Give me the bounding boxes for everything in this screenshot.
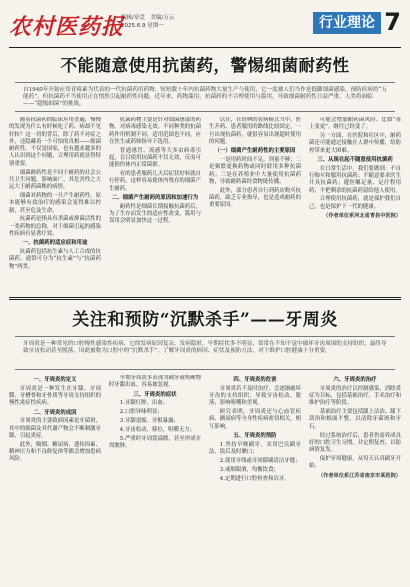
paragraph: 可能会增加耐药菌风险。比如“毒上变更”。继往已经变了。: [309, 117, 401, 131]
section-subhead: 六、牙周炎的治疗: [333, 377, 377, 383]
article2-column-1: [9, 375, 101, 571]
section-subhead: 一、牙周炎的定义: [33, 377, 77, 383]
paragraph: 抗菌药是指具有杀菌或抑菌活性的一类药物的总称，对于细菌引起的感染性疾病有显著疗效。: [9, 216, 101, 237]
masthead: [9, 6, 401, 48]
paragraph: 保护牙周健康，从每天认真刷牙开始。: [309, 455, 401, 470]
article2-headline: 关注和预防“沉默杀手”——牙周炎: [72, 310, 338, 330]
issue-info: [121, 14, 174, 30]
section-subhead: 一、抗菌药的适应症和用途: [22, 240, 88, 247]
paragraph: 早期牙周炎多表现为刷牙或咬硬物时牙龈出血，容易被忽视。: [109, 375, 201, 389]
article1-headline: 不能随意使用抗菌药，警惕细菌耐药性: [60, 56, 350, 75]
paragraph: 牙周炎的治疗以控制感染、消除炎症为目标，包括基础治疗、手术治疗和维护治疗等阶段。: [309, 385, 401, 407]
paragraph: 普通感冒、流感等大多由病毒引起，盲目使用抗菌药不仅无效，反而可能损伤体内正常菌群。: [109, 147, 201, 169]
paragraph: 随着抗菌药的临床应用普遍，慢慢的发现为什么有时候吃了药、病却不见好转？这一切的背后，除了药不对症之外，还隐藏着一个可怕的真相——细菌耐药性。不仅是国家，也有越来越多的人认识到这个问题，合理用药就显得特别重要。: [9, 117, 101, 167]
article1-abstract: 自1940年开始应用青霉素为代表的一代抗菌药用药物，短短数十年内抗菌药物大量生产与使用，它一度被人们当作是抵御细菌感染、预防疾病的“万能药”，但抗菌药不当使用正在悄然引起耐药性问题。近年来，药物滥用，抗菌药的不合理使用与滥用，导致细菌耐药性日益严重，人类将面临——“超级细菌”的挑战。: [15, 82, 395, 112]
paragraph: 牙周炎若不及时治疗，会逐渐破坏牙齿的支持组织，导致牙齿松动、脱落，影响咀嚼和美观。: [209, 385, 301, 407]
paragraph: 此外，吸烟、糖尿病、遗传因素、精神压力和不良修复体等都会增加患病风险。: [9, 441, 101, 463]
section-subhead: 三、牙周炎的症状: [133, 391, 177, 398]
article1-column-1: [9, 117, 101, 293]
section-subhead: 三、从现在起不随意使用抗菌药: [317, 156, 393, 163]
section-subhead: （一）细菌产生耐药性的主要原因: [214, 148, 296, 155]
paragraph: 耐药性是细菌长期接触抗菌药后，为了生存而发生的适应性改变，滥用与误用会明显加快这一过程。: [109, 203, 201, 225]
paragraph: 5.严重时牙周袋溢脓，甚至形成牙周脓肿。: [109, 435, 201, 449]
section-banner: 行业理论: [313, 12, 381, 34]
section-subhead: 四、牙周炎的危害: [233, 377, 277, 383]
paragraph: 牙周炎是一种发生在牙龈、牙周膜、牙槽骨和牙骨质等牙周支持组织的慢性炎症性疾病。: [9, 385, 101, 407]
paragraph: 抗菌药物主要是针对细菌感染的药物，对病毒感染无效。不同种类的抗菌药作用机制不同，适用范围也不同，应在医生或药师指导下选用。: [109, 117, 201, 145]
paragraph: 细菌对药物的一旦产生耐药性，原本能够有效治疗的感染会变得难以控制，甚至危及生命。: [9, 192, 101, 214]
paragraph: 抗菌药包括抗生素与人工合成的抗菌药，通常可分为“抗生素”与“抗菌药物”两类。: [9, 249, 101, 270]
paragraph: 另一方面，在医院和社区中，耐药菌还可能通过接触在人群中传播，给防控带来更大困难。: [309, 133, 401, 154]
paragraph: 一是用药时间不足，剂量不够；二是频繁更换药物或同时联用多种抗菌药；三是在养殖业中大量使用抗菌药物，导致耐药菌经食物链传播。: [209, 156, 301, 185]
paragraph: 经过系统治疗后，患者仍需养成良好的口腔卫生习惯，并定期复查，以防病情复发。: [309, 432, 401, 454]
paragraph: 在日常生活中，我们要做到：不自行购买和服用抗菌药；不随意要求医生开具抗菌药；遵医嘱足量、足疗程用药；不把剩余的抗菌药留给他人使用。: [309, 165, 401, 194]
paragraph: 3.牙龈退缩、牙根暴露；: [119, 417, 179, 424]
paragraph: 2.使用牙线或牙间隙刷清洁牙缝；: [219, 457, 301, 464]
paragraph: 以往，在经典的看病模式当中，医生开药、患者服用的路线比较固定，一旦出现抗菌药，就很容易出现超时使用的问题。: [209, 117, 301, 145]
article2-body: [9, 375, 401, 571]
article1-column-3: [209, 117, 301, 293]
article2-abstract: 牙周炎是一种常见的口腔慢性感染性疾病，它的发病原因复杂，发病隐匿，早期症状多不明显，常常在不知不觉中破坏牙齿周围的支持组织，最终导致牙齿松动甚至脱落，因此被称为口腔中的“沉默杀手”。了解牙周炎的病因、症状及预防方法，对于维护口腔健康十分重要。: [15, 336, 395, 370]
article2-byline: （作者单位系江苏省南京市某医院）: [317, 472, 401, 479]
paragraph: 有的患者服药几天后症状好转就自行停药，这样容易使体内残存的细菌产生耐药。: [109, 171, 201, 192]
article2-column-2: [109, 375, 201, 571]
section-subhead: 二、牙周炎的成因: [33, 409, 77, 416]
paragraph: 细菌耐药性是不同于耐药的社会公共卫生问题，影响面广，其危害性之大远大于耐药菌株的病情。: [9, 169, 101, 191]
paragraph: 基础治疗主要包括龈上洁治、龈下刮治和根面平整，以清除牙菌斑和牙石。: [309, 409, 401, 430]
article1-column-2: [109, 117, 201, 293]
article-divider: [9, 297, 401, 300]
section-subhead: 二、细菌产生耐药的原因和加速行为: [111, 194, 199, 201]
article2-column-3: [209, 375, 301, 571]
paragraph: 4.定期进行口腔检查和洁牙。: [219, 475, 290, 482]
paragraph: 4.牙齿松动、移位，咀嚼无力；: [119, 426, 196, 433]
article1-body: [9, 117, 401, 293]
page-number: 7: [384, 8, 401, 36]
paragraph: 此外，部分患者自行到药店购买抗菌药，缺乏专业指导，也是造成耐药的重要原因。: [209, 187, 301, 209]
newspaper-logo: 农村医药报: [9, 14, 125, 40]
article1-byline: （作者单位系河北省青县中医院）: [323, 213, 401, 220]
section-subhead: 五、牙周炎的预防: [233, 433, 277, 440]
paragraph: 3.戒烟限酒，均衡饮食；: [219, 466, 279, 473]
paragraph: 1.牙龈红肿、出血；: [119, 400, 169, 407]
paragraph: 牙周炎的主要致病因素是牙菌斑，其中的细菌及其代谢产物会不断刺激牙龈，引起炎症。: [9, 418, 101, 440]
article1-column-4: [309, 117, 401, 293]
paragraph: 研究表明，牙周炎还与心血管疾病、糖尿病等全身性疾病密切相关，相互影响。: [209, 409, 301, 430]
article2-column-4: [309, 375, 401, 571]
issue-editors: 编辑/章壹 美编/万云: [121, 15, 175, 21]
paragraph: 合理使用抗菌药，就是保护我们自己，也是保护下一代的健康。: [309, 196, 401, 210]
paragraph: 2.口腔异味明显；: [119, 409, 163, 416]
issue-date: 2025.6.9 星期一: [121, 23, 164, 29]
paragraph: 1.坚持早晚刷牙，采用巴氏刷牙法，饭后及时漱口；: [209, 441, 301, 456]
